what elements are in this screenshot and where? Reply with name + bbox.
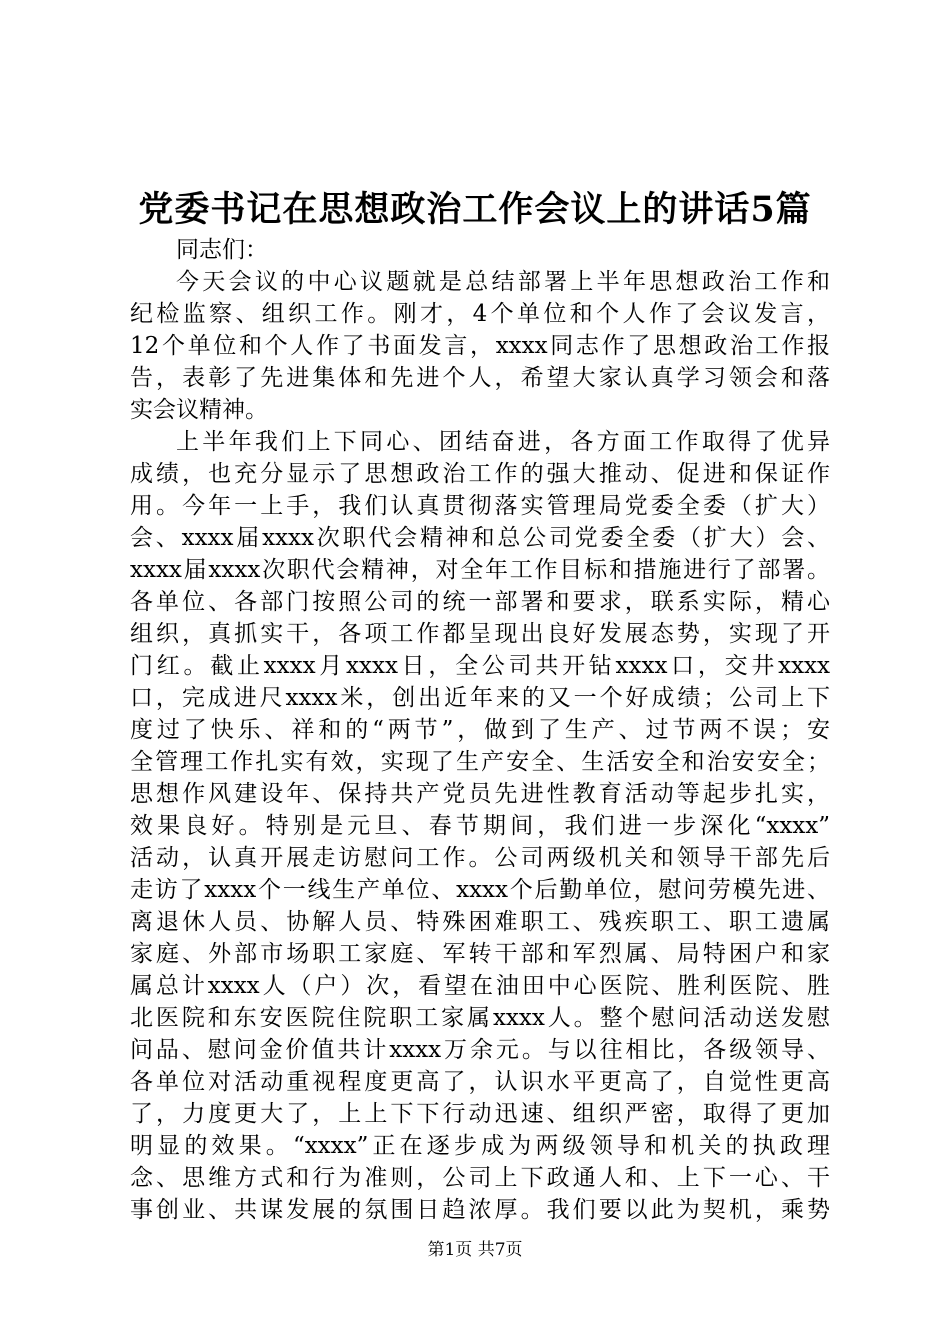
body-line: 今天会议的中心议题就是总结部署上半年思想政治工作和 <box>176 269 830 295</box>
body-line: 会、xxxx届xxxx次职代会精神和总公司党委全委（扩大）会、 <box>130 525 830 551</box>
body-line: 了，力度更大了，上上下下行动迅速、组织严密，取得了更加 <box>130 1101 830 1127</box>
body-line: 度过了快乐、祥和的“两节”，做到了生产、过节两不误；安 <box>130 717 830 743</box>
body-line: 成绩，也充分显示了思想政治工作的强大推动、促进和保证作 <box>130 461 830 487</box>
body-line: 组织，真抓实干，各项工作都呈现出良好发展态势，实现了开 <box>130 621 830 647</box>
body-line: 效果良好。特别是元旦、春节期间，我们进一步深化“xxxx” <box>130 813 830 839</box>
body-line: 念、思维方式和行为准则，公司上下政通人和、上下一心、干 <box>130 1165 830 1191</box>
body-line: 上半年我们上下同心、团结奋进，各方面工作取得了优异 <box>176 429 830 455</box>
body-line: 走访了xxxx个一线生产单位、xxxx个后勤单位，慰问劳模先进、 <box>130 877 830 903</box>
body-line: 口，完成进尺xxxx米，创出近年来的又一个好成绩；公司上下 <box>130 685 830 711</box>
body-line: 纪检监察、组织工作。刚才，4个单位和个人作了会议发言， <box>130 301 830 327</box>
document-title: 党委书记在思想政治工作会议上的讲话5篇 <box>138 189 812 230</box>
body-line: xxxx届xxxx次职代会精神，对全年工作目标和措施进行了部署。 <box>130 557 830 583</box>
body-line: 12个单位和个人作了书面发言，xxxx同志作了思想政治工作报 <box>130 333 830 359</box>
document-body <box>130 234 830 1226</box>
body-line: 问品、慰问金价值共计xxxx万余元。与以往相比，各级领导、 <box>130 1037 830 1063</box>
body-line: 活动，认真开展走访慰问工作。公司两级机关和领导干部先后 <box>130 845 830 871</box>
body-line: 同志们： <box>176 237 268 263</box>
body-line: 北医院和东安医院住院职工家属xxxx人。整个慰问活动送发慰 <box>130 1005 830 1031</box>
page-footer: 第1页 共7页 <box>427 1240 523 1260</box>
body-line: 离退休人员、协解人员、特殊困难职工、残疾职工、职工遗属 <box>130 909 830 935</box>
body-line: 思想作风建设年、保持共产党员先进性教育活动等起步扎实， <box>130 781 830 807</box>
body-line: 家庭、外部市场职工家庭、军转干部和军烈属、局特困户和家 <box>130 941 830 967</box>
body-line: 事创业、共谋发展的氛围日趋浓厚。我们要以此为契机，乘势 <box>130 1197 830 1223</box>
body-line: 属总计xxxx人（户）次，看望在油田中心医院、胜利医院、胜 <box>130 973 830 999</box>
body-line: 全管理工作扎实有效，实现了生产安全、生活安全和治安安全； <box>130 749 830 775</box>
body-line: 实会议精神。 <box>130 397 268 423</box>
body-line: 门红。截止xxxx月xxxx日，全公司共开钻xxxx口，交井xxxx <box>130 653 830 679</box>
body-line: 明显的效果。“xxxx”正在逐步成为两级领导和机关的执政理 <box>130 1133 830 1159</box>
body-line: 各单位、各部门按照公司的统一部署和要求，联系实际，精心 <box>130 589 830 615</box>
body-line: 用。今年一上手，我们认真贯彻落实管理局党委全委（扩大） <box>130 493 830 519</box>
body-line: 各单位对活动重视程度更高了，认识水平更高了，自觉性更高 <box>130 1069 830 1095</box>
body-line: 告，表彰了先进集体和先进个人，希望大家认真学习领会和落 <box>130 365 830 391</box>
